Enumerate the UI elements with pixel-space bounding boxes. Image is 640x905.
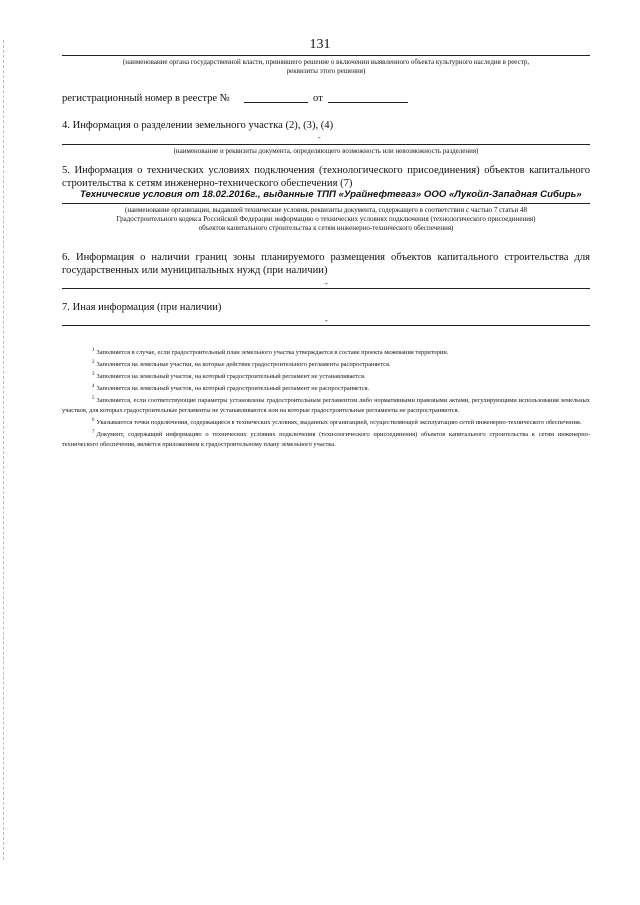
registry-date-field <box>328 102 408 103</box>
section-6-line <box>62 288 590 289</box>
authority-line <box>62 55 590 56</box>
registry-date-label: от <box>313 93 323 104</box>
section-7-value: - <box>325 316 328 325</box>
section-4-value: - <box>318 133 321 142</box>
section-6-line-2: государственных или муниципальных нужд (при наличии) <box>62 265 328 276</box>
technical-conditions-value: Технические условия от 18.02.2016г., выданные ТПП «Урайнефтегаз» ООО «Лукойл-Западная Сибирь» <box>80 189 582 200</box>
page-number: 131 <box>309 37 331 52</box>
section-5-note-line-3: объектов капитального строительства к сетям инженерно-технического обеспечения) <box>198 224 454 232</box>
scan-edge <box>3 40 5 860</box>
section-4-note: (наименование и реквизиты документа, определяющего возможность или невозможность разделения) <box>173 147 479 155</box>
section-4-title: 4. Информация о разделении земельного участка (2), (3), (4) <box>62 120 334 131</box>
authority-note-line-1: (наименование органа государственной власти, принявшего решение о включении выявленного объекта культурного наследия в реестр, <box>122 58 530 66</box>
section-6-value: - <box>325 279 328 288</box>
section-5-note <box>62 206 590 233</box>
footnote: $^4$ Заполняется на земельный участок, на который градостроительный регламент не распространяется. <box>92 384 370 392</box>
section-5-line-1: 5. Информация о технических условиях подключения (технологического присоединения) объектов капитального <box>62 165 590 176</box>
footnote: $^7$ Документ, содержащий информацию о технических условиях подключения (технологического присоединения) объектов капитального строительства к сетям инженерно-технического обеспечения, является приложением к градостроительному плану земельного участка. <box>62 430 590 448</box>
section-6-line-1: 6. Информация о наличии границ зоны планируемого размещения объектов капитального строительства для <box>62 252 590 263</box>
footnote: $^1$ Заполняется в случае, если градостроительный план земельного участка утверждается в составе проекта межевания территории. <box>92 348 449 356</box>
footnote: $^6$ Указываются точки подключения, содержащиеся в технических условиях, выданных организацией, осуществляющей эксплуатацию сетей инженерно-технического обеспечения. <box>92 418 582 426</box>
section-5-line-2: строительства к сетям инженерно-технического обеспечения (7) <box>62 178 353 189</box>
section-4-line <box>62 144 590 145</box>
section-5-note-line-1: (наименование организации, выдавшей технические условия, реквизиты документа, содержащего в соответствии с частью 7 статьи 48 <box>125 206 527 214</box>
registry-number-label: регистрационный номер в реестре № <box>62 93 230 104</box>
section-5-line <box>62 203 590 204</box>
footnote: $^2$ Заполняется на земельные участки, на которые действие градостроительного регламента распространяется. <box>92 360 391 368</box>
registry-number-field <box>244 102 308 103</box>
authority-note <box>60 58 592 76</box>
footnotes <box>62 346 590 450</box>
section-5-note-line-2: Градостроительного кодекса Российской Федерации информацию о технических условиях подключения (технологического присоединения) <box>116 215 536 223</box>
authority-note-line-2: реквизиты этого решения) <box>286 67 366 75</box>
section-7-title: 7. Иная информация (при наличии) <box>62 302 222 313</box>
footnote: $^3$ Заполняется на земельный участок, на который градостроительный регламент не устанавливается. <box>92 372 366 380</box>
footnote: $^5$ Заполняется, если соответствующие параметры установлены градостроительным регламентом либо нормативными правовыми актами, регулирующими использования земельных участков, для которых градостроительные регламенты не устанавливаются или на которые градостроительные регламенты не распространяются. <box>62 396 590 414</box>
section-7-line <box>62 325 590 326</box>
